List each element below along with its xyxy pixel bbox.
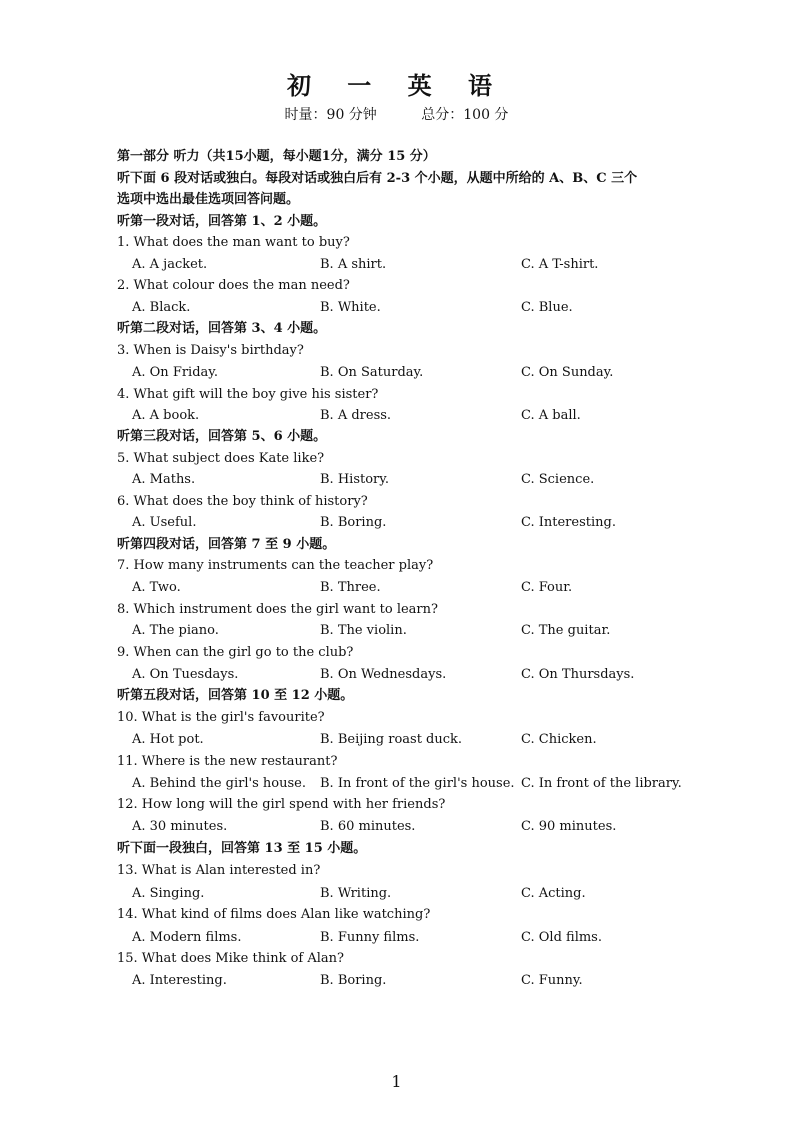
option-c: C. On Thursdays. — [521, 667, 635, 682]
question-text: 11. Where is the new restaurant? — [117, 754, 338, 769]
option-a: A. 30 minutes. — [132, 819, 228, 834]
option-a: A. Black. — [132, 300, 191, 315]
option-a: A. A book. — [132, 408, 200, 423]
option-a: A. Modern films. — [132, 930, 242, 945]
option-b: B. Boring. — [320, 973, 387, 988]
option-a: A. Hot pot. — [132, 732, 204, 747]
question-text: 12. How long will the girl spend with her friends? — [117, 797, 446, 812]
option-a: A. Two. — [132, 580, 181, 595]
option-b: B. A dress. — [320, 408, 392, 423]
option-a: A. Useful. — [132, 515, 197, 530]
option-b: B. Writing. — [320, 886, 392, 901]
section-heading: 第一部分 听力（共15小题，每小题1分，满分 15 分） — [117, 149, 436, 164]
option-c: C. Four. — [521, 580, 573, 595]
question-text: 13. What is Alan interested in? — [117, 863, 321, 878]
option-a: A. Interesting. — [132, 973, 227, 988]
option-c: C. The guitar. — [521, 623, 611, 638]
option-c: C. A ball. — [521, 408, 581, 423]
option-b: B. History. — [320, 472, 389, 487]
question-text: 15. What does Mike think of Alan? — [117, 951, 345, 966]
question-text: 3. When is Daisy's birthday? — [117, 343, 304, 358]
group-heading: 听下面一段独白，回答第 13 至 15 小题。 — [117, 841, 367, 856]
option-c: C. In front of the library. — [521, 776, 682, 791]
group-heading: 听第五段对话，回答第 10 至 12 小题。 — [117, 688, 354, 703]
option-a: A. On Tuesdays. — [132, 667, 239, 682]
time-limit: 时量：90 分钟 — [284, 107, 377, 123]
option-c: C. A T-shirt. — [521, 257, 599, 272]
question-text: 5. What subject does Kate like? — [117, 451, 325, 466]
question-text: 8. Which instrument does the girl want to learn? — [117, 602, 438, 617]
option-b: B. Three. — [320, 580, 381, 595]
question-text: 6. What does the boy think of history? — [117, 494, 368, 509]
option-c: C. Science. — [521, 472, 595, 487]
option-b: B. Boring. — [320, 515, 387, 530]
option-c: C. Chicken. — [521, 732, 597, 747]
option-a: A. Behind the girl's house. — [132, 776, 306, 791]
option-c: C. Old films. — [521, 930, 602, 945]
exam-meta — [0, 104, 793, 124]
option-b: B. On Wednesdays. — [320, 667, 447, 682]
option-c: C. Funny. — [521, 973, 583, 988]
option-a: A. The piano. — [132, 623, 219, 638]
group-heading: 听第一段对话，回答第 1、2 小题。 — [117, 214, 327, 229]
question-text: 4. What gift will the boy give his sister? — [117, 387, 379, 402]
option-a: A. Maths. — [132, 472, 196, 487]
section-instruction: 选项中选出最佳选项回答问题。 — [117, 192, 300, 207]
option-c: C. Acting. — [521, 886, 586, 901]
question-text: 9. When can the girl go to the club? — [117, 645, 354, 660]
question-text: 14. What kind of films does Alan like watching? — [117, 907, 431, 922]
option-a: A. On Friday. — [132, 365, 219, 380]
option-b: B. The violin. — [320, 623, 407, 638]
option-b: B. A shirt. — [320, 257, 387, 272]
group-heading: 听第四段对话，回答第 7 至 9 小题。 — [117, 537, 336, 552]
option-b: B. 60 minutes. — [320, 819, 416, 834]
question-text: 10. What is the girl's favourite? — [117, 710, 325, 725]
option-a: A. Singing. — [132, 886, 205, 901]
option-b: B. In front of the girl's house. — [320, 776, 515, 791]
question-text: 7. How many instruments can the teacher play? — [117, 558, 434, 573]
option-c: C. 90 minutes. — [521, 819, 617, 834]
page-number: 1 — [391, 1072, 402, 1091]
option-b: B. On Saturday. — [320, 365, 424, 380]
option-c: C. Interesting. — [521, 515, 616, 530]
section-instruction: 听下面 6 段对话或独白。每段对话或独白后有 2-3 个小题，从题中所给的 A、B、C 三个 — [117, 171, 638, 186]
option-c: C. Blue. — [521, 300, 573, 315]
question-text: 1. What does the man want to buy? — [117, 235, 350, 250]
group-heading: 听第三段对话，回答第 5、6 小题。 — [117, 429, 327, 444]
option-b: B. Beijing roast duck. — [320, 732, 463, 747]
option-a: A. A jacket. — [132, 257, 208, 272]
question-text: 2. What colour does the man need? — [117, 278, 350, 293]
page-title: 初 一 英 语 — [286, 71, 507, 100]
group-heading: 听第二段对话，回答第 3、4 小题。 — [117, 321, 327, 336]
option-b: B. Funny films. — [320, 930, 420, 945]
option-c: C. On Sunday. — [521, 365, 614, 380]
total-score: 总分：100 分 — [421, 107, 509, 123]
option-b: B. White. — [320, 300, 381, 315]
